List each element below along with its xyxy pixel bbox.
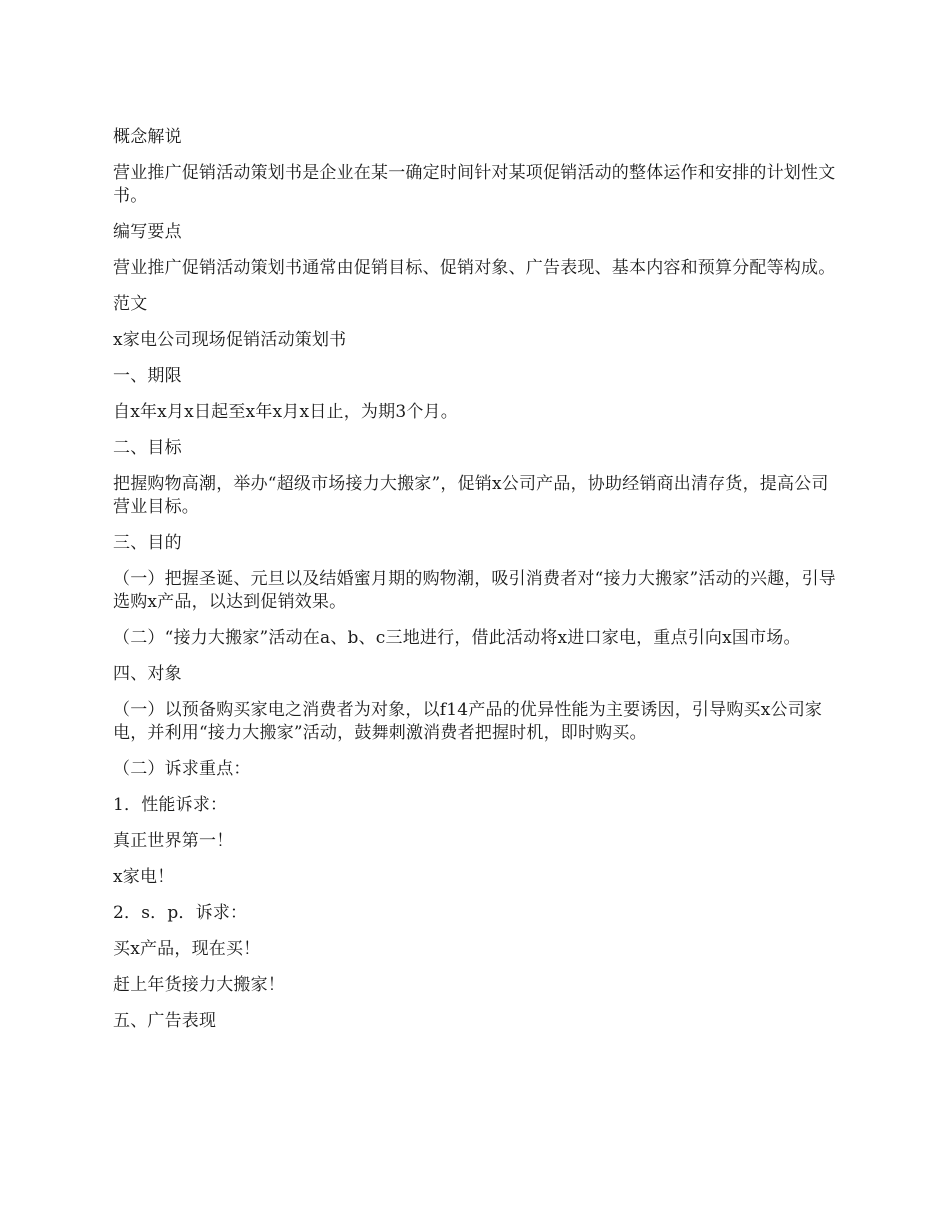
section-advertising: 五、广告表现: [113, 1011, 217, 1031]
slogan-4: 赶上年货接力大搬家！: [113, 975, 285, 995]
section-goal: 二、目标: [113, 438, 182, 458]
section-period: 一、期限: [113, 366, 182, 386]
slogan-3: 买x产品，现在买！: [113, 939, 261, 959]
heading-concept: 概念解说: [113, 127, 182, 147]
paragraph-definition: 营业推广促销活动策划书是企业在某一确定时间针对某项促销活动的整体运作和安排的计划性文书。: [113, 163, 836, 206]
document-page: [113, 126, 843, 1046]
list-item-performance-appeal: 1．性能诉求：: [113, 795, 228, 815]
paragraph-target-1: （一）以预备购买家电之消费者为对象，以f14产品的优异性能为主要诱因，引导购买x公司家电，并利用“接力大搬家”活动，鼓舞刺激消费者把握时机，即时购买。: [113, 700, 823, 743]
paragraph-components: 营业推广促销活动策划书通常由促销目标、促销对象、广告表现、基本内容和预算分配等构成。: [113, 258, 836, 278]
slogan-1: 真正世界第一！: [113, 831, 234, 851]
paragraph-purpose-1: （一）把握圣诞、元旦以及结婚蜜月期的购物潮，吸引消费者对“接力大搬家”活动的兴趣，引导选购x产品，以达到促销效果。: [113, 569, 836, 612]
section-purpose: 三、目的: [113, 533, 182, 553]
paragraph-period: 自x年x月x日起至x年x月x日止，为期3个月。: [113, 402, 458, 422]
heading-sample: 范文: [113, 294, 148, 314]
heading-writing-points: 编写要点: [113, 222, 182, 242]
section-target: 四、对象: [113, 664, 182, 684]
paragraph-appeal-focus: （二）诉求重点：: [113, 759, 251, 779]
paragraph-purpose-2: （二）“接力大搬家”活动在a、b、c三地进行，借此活动将x进口家电，重点引向x国市场。: [113, 628, 801, 648]
list-item-sp-appeal: 2．s．p．诉求：: [113, 903, 248, 923]
sample-title: x家电公司现场促销活动策划书: [113, 330, 347, 350]
slogan-2: x家电！: [113, 867, 175, 887]
paragraph-goal: 把握购物高潮，举办“超级市场接力大搬家”，促销x公司产品，协助经销商出清存货，提高公司营业目标。: [113, 474, 829, 517]
